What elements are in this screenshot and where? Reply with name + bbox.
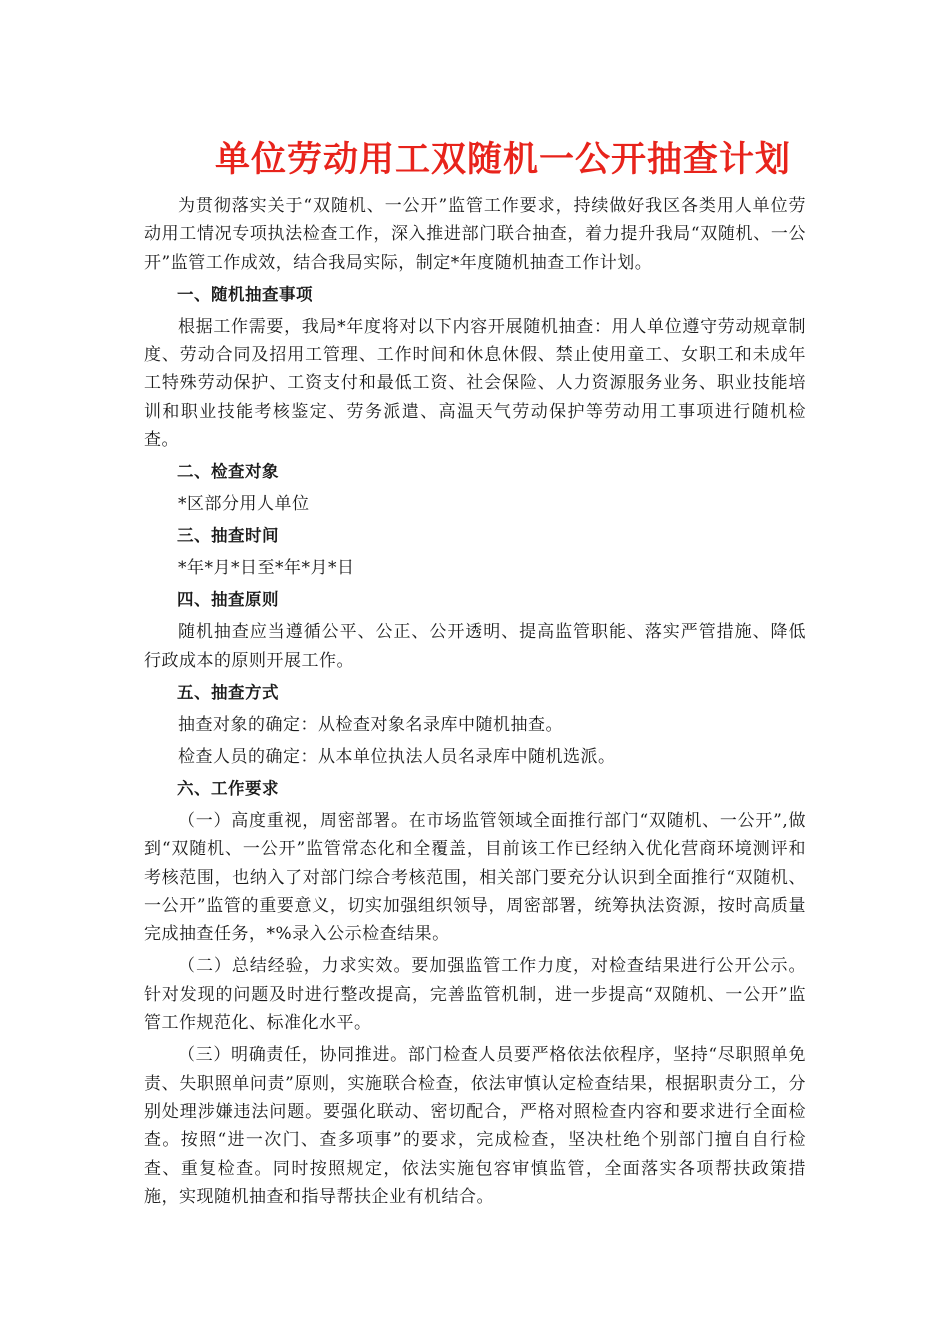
document-title: 单位劳动用工双随机一公开抽查计划 xyxy=(214,140,791,180)
section-1-paragraph: 根据工作需要，我局*年度将对以下内容开展随机抽查：用人单位遵守劳动规章制度、劳动合同及招用工管理、工作时间和休息休假、禁止使用童工、女职工和未成年工特殊劳动保护、工资支付和最低工资、社会保险、人力资源服务业务、职业技能培训和职业技能考核鉴定、劳务派遣、高温天气劳动保护等劳动用工事项进行随机检查。 xyxy=(144,316,806,451)
section-2-paragraph: *区部分用人单位 xyxy=(178,494,310,515)
section-5-paragraph-2: 检查人员的确定：从本单位执法人员名录库中随机选派。 xyxy=(178,746,616,767)
section-6-paragraph-1: （一）高度重视，周密部署。在市场监管领域全面推行部门“双随机、一公开”,做到“双随机、一公开”监管常态化和全覆盖，目前该工作已经纳入优化营商环境测评和考核范围，也纳入了对部门综合考核范围，相关部门要充分认识到全面推行“双随机、一公开”监管的重要意义，切实加强组织领导，周密部署，统筹执法资源，按时高质量完成抽查任务，*%录入公示检查结果。 xyxy=(144,810,806,945)
section-heading-3: 三、抽查时间 xyxy=(177,526,279,546)
section-heading-5: 五、抽查方式 xyxy=(177,682,279,702)
document-page xyxy=(144,134,806,1215)
section-3-paragraph: *年*月*日至*年*月*日 xyxy=(178,558,355,579)
section-heading-6: 六、工作要求 xyxy=(177,778,279,798)
section-4-paragraph: 随机抽查应当遵循公平、公正、公开透明、提高监管职能、落实严管措施、降低行政成本的原则开展工作。 xyxy=(144,622,806,671)
intro-paragraph: 为贯彻落实关于“双随机、一公开”监管工作要求，持续做好我区各类用人单位劳动用工情况专项执法检查工作，深入推进部门联合抽查，着力提升我局“双随机、一公开”监管工作成效，结合我局实际，制定*年度随机抽查工作计划。 xyxy=(144,196,806,273)
section-6-paragraph-3: （三）明确责任，协同推进。部门检查人员要严格依法依程序，坚持“尽职照单免责、失职照单问责”原则，实施联合检查，依法审慎认定检查结果，根据职责分工，分别处理涉嫌违法问题。要强化联动、密切配合，严格对照检查内容和要求进行全面检查。按照“进一次门、查多项事”的要求，完成检查，坚决杜绝个别部门擅自自行检查、重复检查。同时按照规定，依法实施包容审慎监管，全面落实各项帮扶政策措施，实现随机抽查和指导帮扶企业有机结合。 xyxy=(144,1045,806,1207)
section-heading-4: 四、抽查原则 xyxy=(177,590,279,610)
section-heading-1: 一、随机抽查事项 xyxy=(177,284,313,304)
section-5-paragraph-1: 抽查对象的确定：从检查对象名录库中随机抽查。 xyxy=(178,714,563,735)
section-heading-2: 二、检查对象 xyxy=(177,462,279,482)
section-6-paragraph-2: （二）总结经验，力求实效。要加强监管工作力度，对检查结果进行公开公示。针对发现的问题及时进行整改提高，完善监管机制，进一步提高“双随机、一公开”监管工作规范化、标准化水平。 xyxy=(144,956,806,1034)
